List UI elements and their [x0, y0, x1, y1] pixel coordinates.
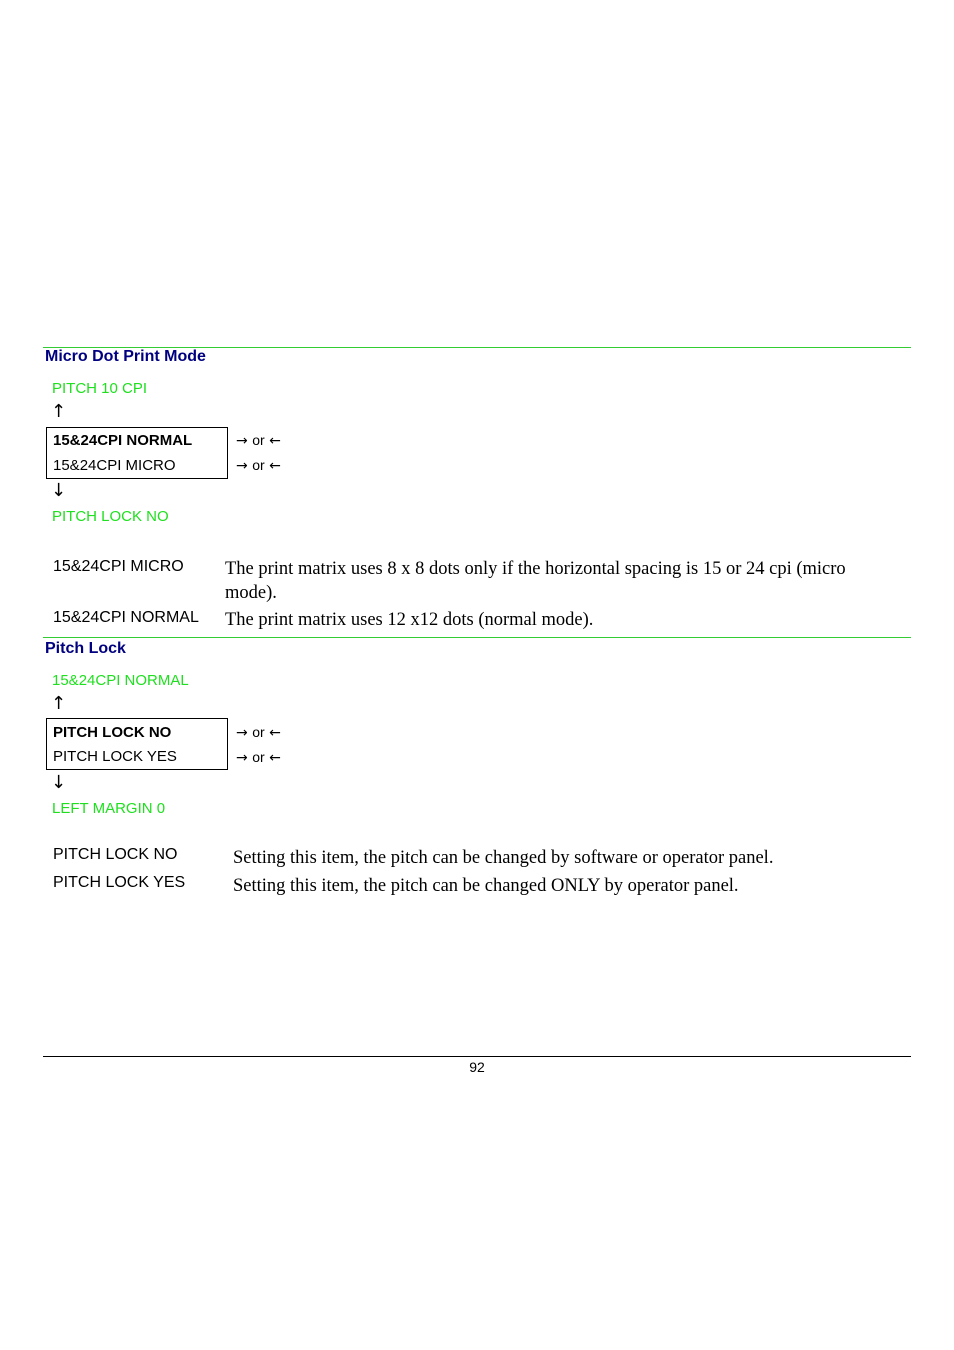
- left-arrow-icon: ←: [269, 458, 281, 474]
- right-arrow-icon: →: [236, 458, 248, 474]
- left-arrow-icon: ←: [269, 433, 281, 449]
- section-rule: [43, 637, 911, 638]
- definition-term: PITCH LOCK YES: [53, 874, 186, 891]
- option-box: [46, 718, 228, 770]
- nav-or-label: or: [252, 749, 265, 765]
- nav-hint: [236, 457, 281, 474]
- right-arrow-icon: →: [236, 725, 248, 741]
- option[interactable]: 15&24CPI MICRO: [53, 457, 176, 474]
- nav-hint: [236, 724, 281, 741]
- definition-term: PITCH LOCK NO: [53, 846, 178, 863]
- previous-menu-item: PITCH 10 CPI: [52, 380, 148, 397]
- nav-or-label: or: [252, 432, 265, 448]
- definition-text: Setting this item, the pitch can be changed ONLY by operator panel.: [233, 876, 739, 896]
- nav-hint: [236, 432, 281, 449]
- definition-text: The print matrix uses 8 x 8 dots only if the horizontal spacing is 15 or 24 cpi (micro mode).: [225, 559, 846, 603]
- nav-or-label: or: [252, 724, 265, 740]
- footer-rule: [43, 1056, 911, 1057]
- right-arrow-icon: →: [236, 433, 248, 449]
- option-box: [46, 427, 228, 479]
- definition-text: Setting this item, the pitch can be changed by software or operator panel.: [233, 848, 774, 868]
- up-arrow-icon: ↑: [51, 693, 67, 714]
- option[interactable]: PITCH LOCK YES: [53, 748, 177, 765]
- left-arrow-icon: ←: [269, 750, 281, 766]
- definition-term: 15&24CPI MICRO: [53, 558, 184, 575]
- nav-or-label: or: [252, 457, 265, 473]
- page-number: 92: [469, 1059, 485, 1075]
- down-arrow-icon: ↓: [51, 772, 67, 793]
- next-menu-item: PITCH LOCK NO: [52, 508, 169, 525]
- down-arrow-icon: ↓: [51, 480, 67, 501]
- previous-menu-item: 15&24CPI NORMAL: [52, 672, 189, 689]
- definition-term: 15&24CPI NORMAL: [53, 609, 199, 626]
- option-selected[interactable]: 15&24CPI NORMAL: [53, 432, 193, 449]
- option-selected[interactable]: PITCH LOCK NO: [53, 724, 172, 741]
- next-menu-item: LEFT MARGIN 0: [52, 800, 166, 817]
- left-arrow-icon: ←: [269, 725, 281, 741]
- definition-text: The print matrix uses 12 x12 dots (normal mode).: [225, 610, 594, 630]
- section-heading: Micro Dot Print Mode: [45, 348, 206, 365]
- section-heading: Pitch Lock: [45, 640, 126, 657]
- right-arrow-icon: →: [236, 750, 248, 766]
- nav-hint: [236, 749, 281, 766]
- up-arrow-icon: ↑: [51, 401, 67, 422]
